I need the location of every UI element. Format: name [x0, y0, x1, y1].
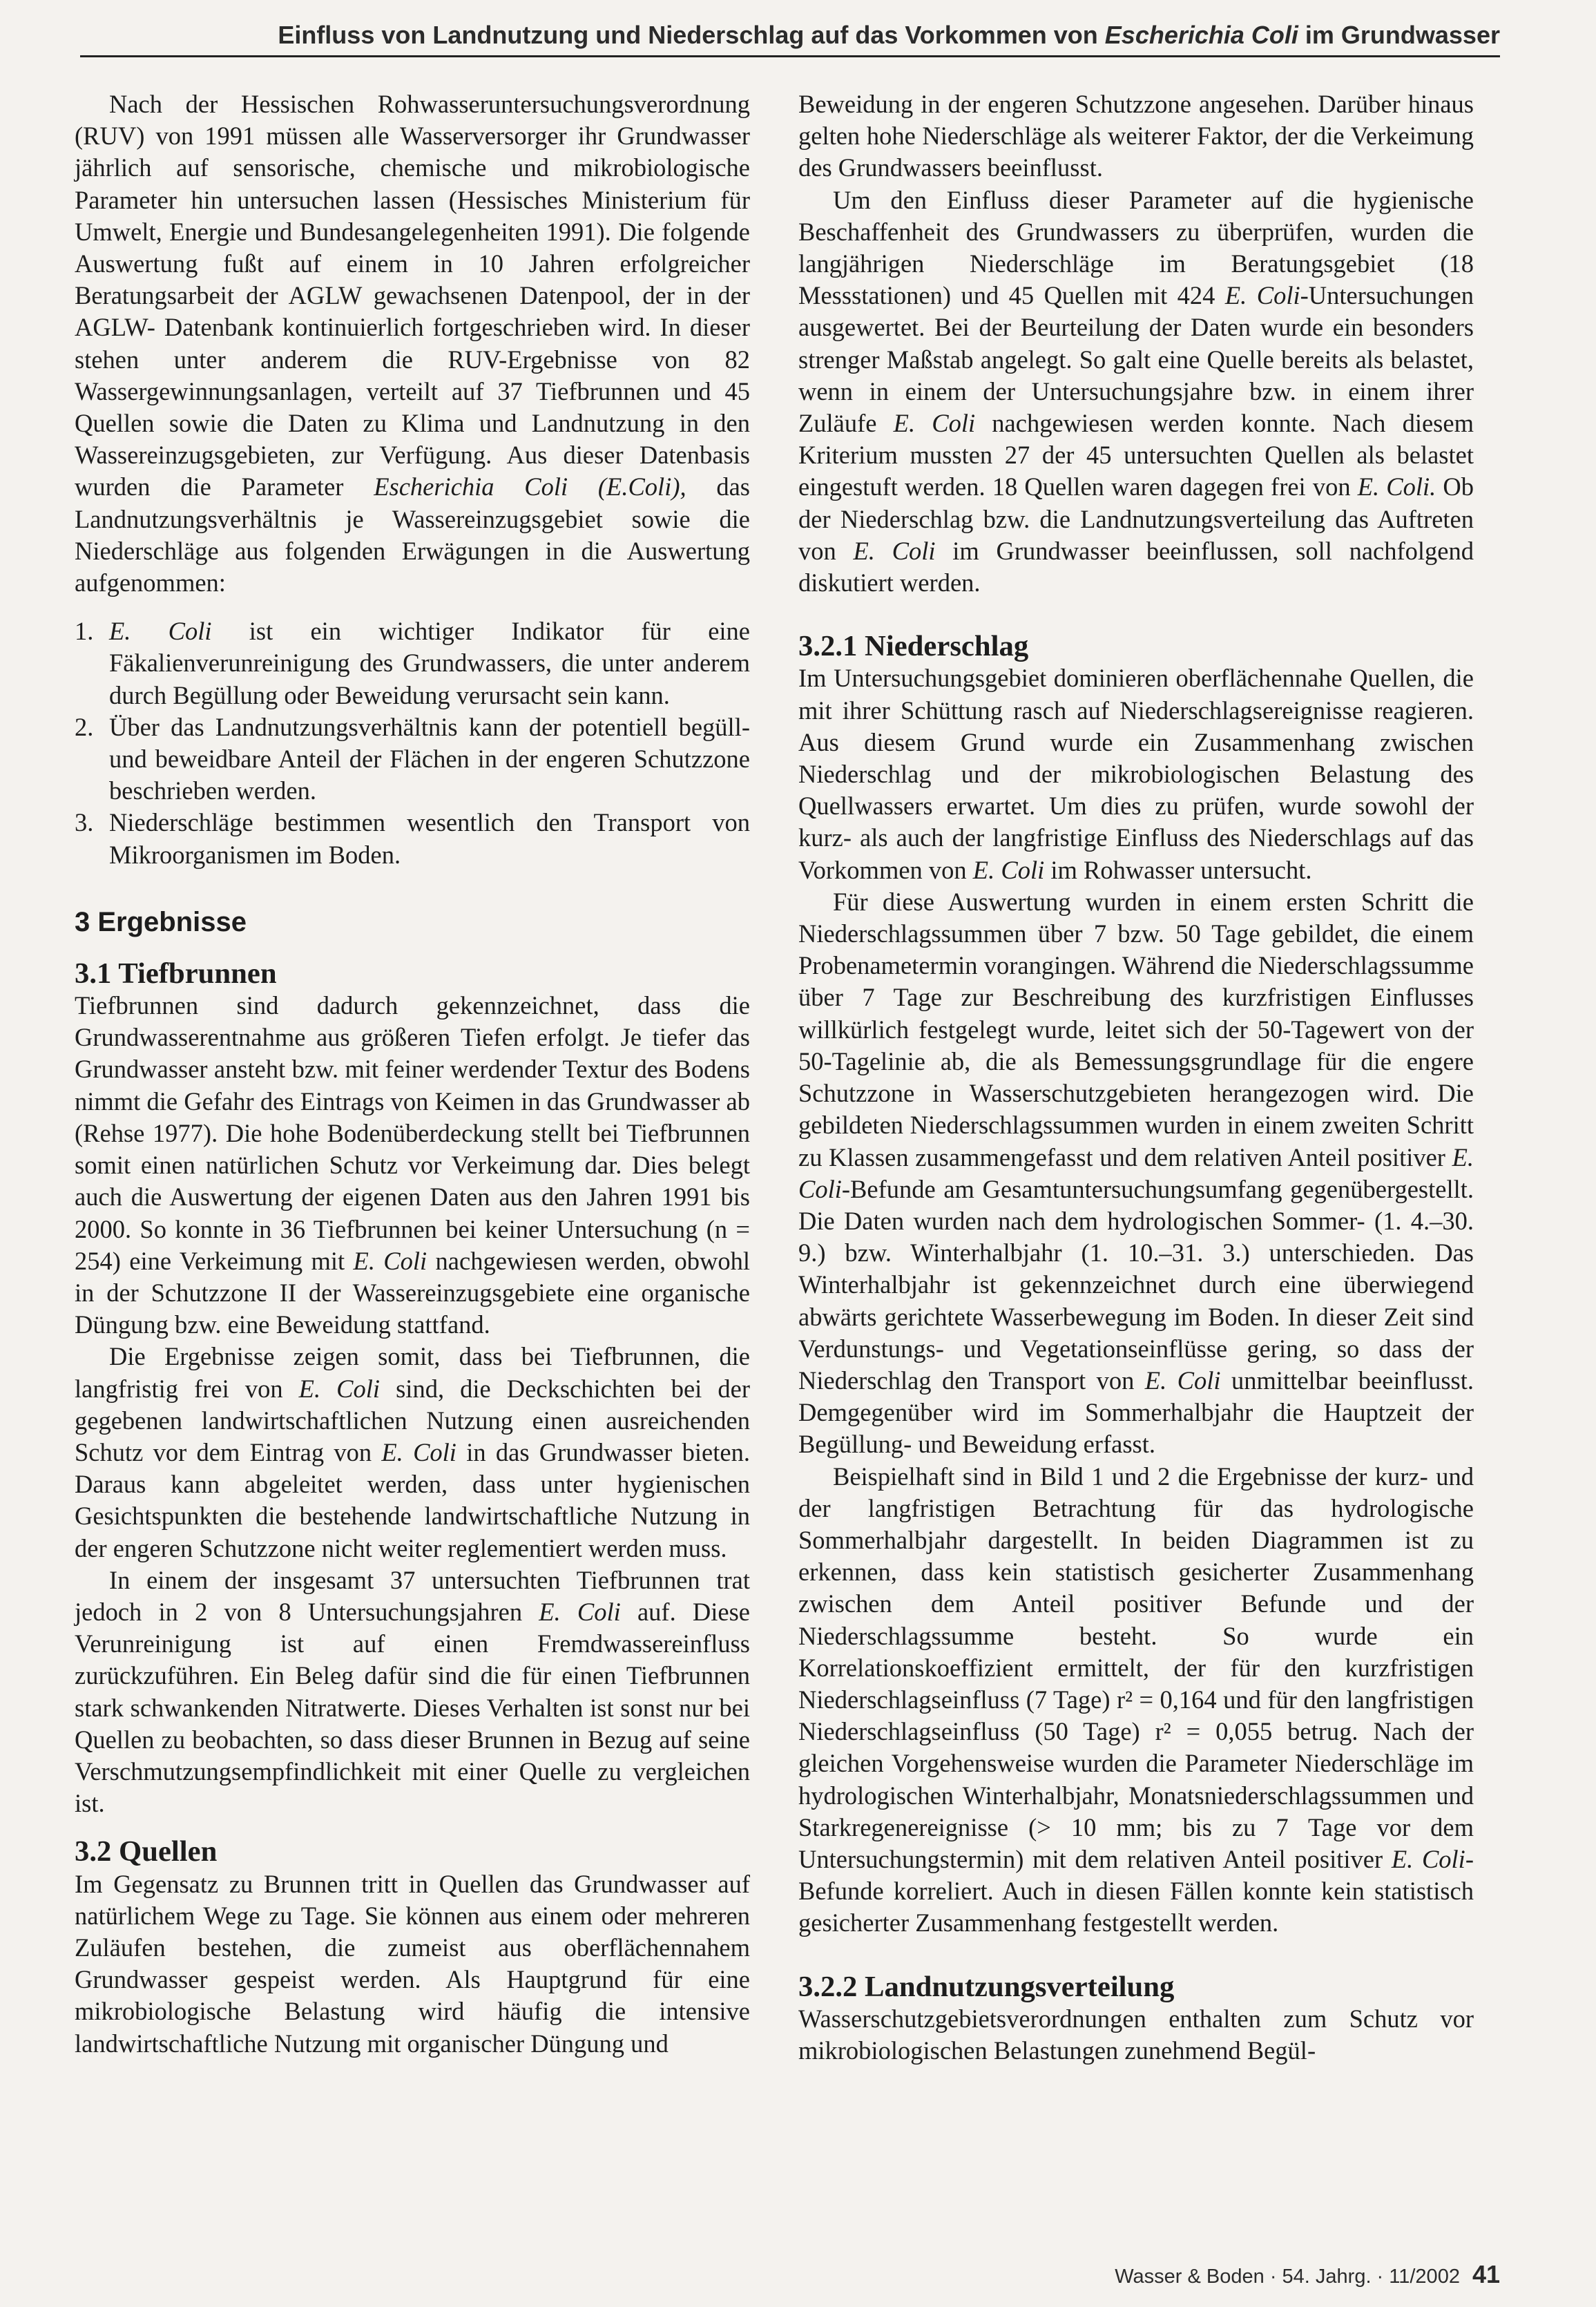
journal-info: Wasser & Boden · 54. Jahrg. · 11/2002	[1115, 2266, 1460, 2288]
subsubsection-heading: 3.2.2 Landnutzungsverteilung	[798, 1970, 1175, 2003]
right-column	[798, 88, 1474, 2067]
paragraph: Beispielhaft sind in Bild 1 und 2 die Ergebnisse der kurz- und der langfristigen Betrachtung für das hydrologische Sommerhalbjahr dargestellt. In beiden Diagrammen ist zu erkennen, dass kein statistisch gesicherter Zusammenhang zwischen dem Anteil positiver Befunde und der Niederschlagssumme besteht. So wurde ein Korrelationskoeffizient ermittelt, der für den kurzfristigen Niederschlagseinfluss (7 Tage) r² = 0,164 und für den langfristigen Niederschlagseinfluss (50 Tage) r² = 0,055 betrug. Nach der gleichen Vorgehensweise wurden die Parameter Niederschläge im hydrologischen Winterhalbjahr, Monatsniederschlagssummen und Starkregenereignisse (> 10 mm; bis zu 7 Tage vor dem Untersuchungstermin) mit dem relativen Anteil positiver E. Coli-Befunde korreliert. Auch in diesen Fällen konnte kein statistisch gesicherter Zusammenhang festgestellt werden.	[798, 1462, 1474, 1937]
paragraph: Um den Einfluss dieser Parameter auf die hygienische Beschaffenheit des Grundwassers zu überprüfen, wurden die langjährigen Niederschläge im Beratungsgebiet (18 Messstationen) und 45 Quellen mit 424 E. Coli-Untersuchungen ausgewertet. Bei der Beurteilung der Daten wurde ein besonders strenger Maßstab angelegt. So galt eine Quelle bereits als belastet, wenn in einem der Untersuchungsjahre bzw. in einem ihrer Zuläufe E. Coli nachgewiesen werden konnte. Nach diesem Kriterium mussten 27 der 45 untersuchten Quellen als belastet eingestuft werden. 18 Quellen waren dagegen frei von E. Coli. Ob der Niederschlag bzw. die Landnutzungsverteilung das Auftreten von E. Coli im Grundwasser beeinflussen, soll nachfolgend diskutiert werden.	[798, 185, 1474, 597]
list-item: 3. Niederschläge bestimmen wesentlich den Transport von Mikroorganismen im Boden.	[75, 808, 750, 869]
page-footer	[967, 2260, 1500, 2289]
left-column	[75, 88, 750, 2060]
section-heading: 3 Ergebnisse	[75, 906, 247, 937]
paragraph: Im Untersuchungsgebiet dominieren oberflächennahe Quellen, die mit ihrer Schüttung rasch auf Niederschlagsereignisse reagieren. Aus diesem Grund wurde ein Zusammenhang zwischen Niederschlag und der mikrobiologischen Belastung des Quellwassers erwartet. Um dies zu prüfen, wurde sowohl der kurz- als auch der langfristige Einfluss des Niederschlags auf das Vorkommen von E. Coli im Rohwasser untersucht.	[798, 664, 1474, 884]
paragraph: Die Ergebnisse zeigen somit, dass bei Tiefbrunnen, die langfristig frei von E. Coli sind, die Deckschichten bei der gegebenen landwirtschaftlichen Nutzung einen ausreichenden Schutz vor dem Eintrag von E. Coli in das Grundwasser bieten. Daraus kann abgeleitet werden, dass unter hygienischen Gesichtspunkten die bestehende landwirtschaftliche Nutzung in der engeren Schutzzone nicht weiter reglementiert werden muss.	[75, 1342, 750, 1562]
paragraph: Für diese Auswertung wurden in einem ersten Schritt die Niederschlagssummen über 7 bzw. 50 Tage gebildet, die einem Probenametermin vorangingen. Während die Niederschlagssumme über 7 Tage zur Beschreibung des kurzfristigen Einflusses willkürlich festgelegt wurde, leitet sich der 50-Tagewert von der 50-Tagelinie ab, die als Bemessungsgrundlage für die engere Schutzzone in Wasserschutzgebieten herangezogen wird. Die gebildeten Niederschlagssummen wurden in einem zweiten Schritt zu Klassen zusammengefasst und dem relativen Anteil positiver E. Coli-Befunde am Gesamtuntersuchungsumfang gegenübergestellt. Die Daten wurden nach dem hydrologischen Sommer- (1. 4.–30. 9.) bzw. Winterhalbjahr (1. 10.–31. 3.) unterschieden. Das Winterhalbjahr ist gekennzeichnet durch eine überwiegend abwärts gerichtete Wasserbewegung im Boden. In dieser Zeit sind Verdunstungs- und Vegetationseinflüsse gering, so dass der Niederschlag den Transport von E. Coli unmittelbar beeinflusst. Demgegenüber wird im Sommerhalbjahr die Hauptzeit der Begüllung- und Beweidung erfasst.	[798, 887, 1474, 1459]
paragraph: Tiefbrunnen sind dadurch gekennzeichnet, dass die Grundwasserentnahme aus größeren Tiefen erfolgt. Je tiefer das Grundwasser ansteht bzw. mit feiner werdender Textur des Bodens nimmt die Gefahr des Eintrags von Keimen in das Grundwasser ab (Rehse 1977). Die hohe Bodenüberdeckung stellt bei Tiefbrunnen somit einen natürlichen Schutz vor Verkeimung dar. Dies belegt auch die Auswertung der eigenen Daten aus den Jahren 1991 bis 2000. So konnte in 36 Tiefbrunnen bei keiner Untersuchung (n = 254) eine Verkeimung mit E. Coli nachgewiesen werden, obwohl in der Schutzzone II der Wassereinzugsgebiete eine organische Düngung bzw. eine Beweidung stattfand.	[75, 991, 750, 1339]
list-item: 2. Über das Landnutzungsverhältnis kann der potentiell begüll- und beweidbare Anteil der Flächen in der engeren Schutzzone beschrieben werden.	[75, 712, 750, 805]
subsection-heading: 3.1 Tiefbrunnen	[75, 957, 277, 990]
reasons-list	[75, 615, 750, 871]
running-header: Einfluss von Landnutzung und Niederschlag auf das Vorkommen von Escherichia Coli im Grundwasser	[278, 21, 1500, 49]
paragraph: Beweidung in der engeren Schutzzone angesehen. Darüber hinaus gelten hohe Niederschläge als weiterer Faktor, der die Verkeimung des Grundwassers beeinflusst.	[798, 90, 1474, 182]
paragraph: Im Gegensatz zu Brunnen tritt in Quellen das Grundwasser auf natürlichem Wege zu Tage. Sie können aus einem oder mehreren Zuläufen bestehen, die zumeist aus oberflächennahem Grundwasser gespeist werden. Als Hauptgrund für eine mikrobiologische Belastung wird häufig die intensive landwirtschaftliche Nutzung mit organischer Düngung und	[75, 1869, 750, 2058]
subsubsection-heading: 3.2.1 Niederschlag	[798, 630, 1029, 663]
paragraph: Wasserschutzgebietsverordnungen enthalten zum Schutz vor mikrobiologischen Belastungen zunehmend Begül-	[798, 2004, 1474, 2065]
page-number: 41	[1472, 2260, 1500, 2288]
paragraph: In einem der insgesamt 37 untersuchten Tiefbrunnen trat jedoch in 2 von 8 Untersuchungsjahren E. Coli auf. Diese Verunreinigung ist auf einen Fremdwassereinfluss zurückzuführen. Ein Beleg dafür sind die für einen Tiefbrunnen stark schwankenden Nitratwerte. Dieses Verhalten ist sonst nur bei Quellen zu beobachten, so dass dieser Brunnen in Bezug auf seine Verschmutzungsempfindlichkeit mit einer Quelle zu vergleichen ist.	[75, 1565, 750, 1818]
intro-paragraph: Nach der Hessischen Rohwasseruntersuchungsverordnung (RUV) von 1991 müssen alle Wasserversorger ihr Grundwasser jährlich auf sensorische, chemische und mikrobiologische Parameter hin untersuchen lassen (Hessisches Ministerium für Umwelt, Energie und Bundesangelegenheiten 1991). Die folgende Auswertung fußt auf einem in 10 Jahren erfolgreicher Beratungsarbeit der AGLW gewachsenen Datenpool, der in der AGLW- Datenbank kontinuierlich fortgeschrieben wird. In dieser stehen unter anderem die RUV-Ergebnisse von 82 Wassergewinnungsanlagen, verteilt auf 37 Tiefbrunnen und 45 Quellen sowie die Daten zu Klima und Landnutzung in den Wassereinzugsgebieten, zur Verfügung. Aus dieser Datenbasis wurden die Parameter Escherichia Coli (E.Coli), das Landnutzungsverhältnis je Wassereinzugsgebiet sowie die Niederschläge aus folgenden Erwägungen in die Auswertung aufgenommen:	[75, 90, 751, 597]
header-rule	[80, 55, 1500, 57]
list-item: 1. E. Coli ist ein wichtiger Indikator für eine Fäkalienverunreinigung des Grundwassers, die unter anderem durch Begüllung oder Beweidung verursacht sein kann.	[75, 617, 750, 709]
subsection-heading: 3.2 Quellen	[75, 1835, 218, 1868]
